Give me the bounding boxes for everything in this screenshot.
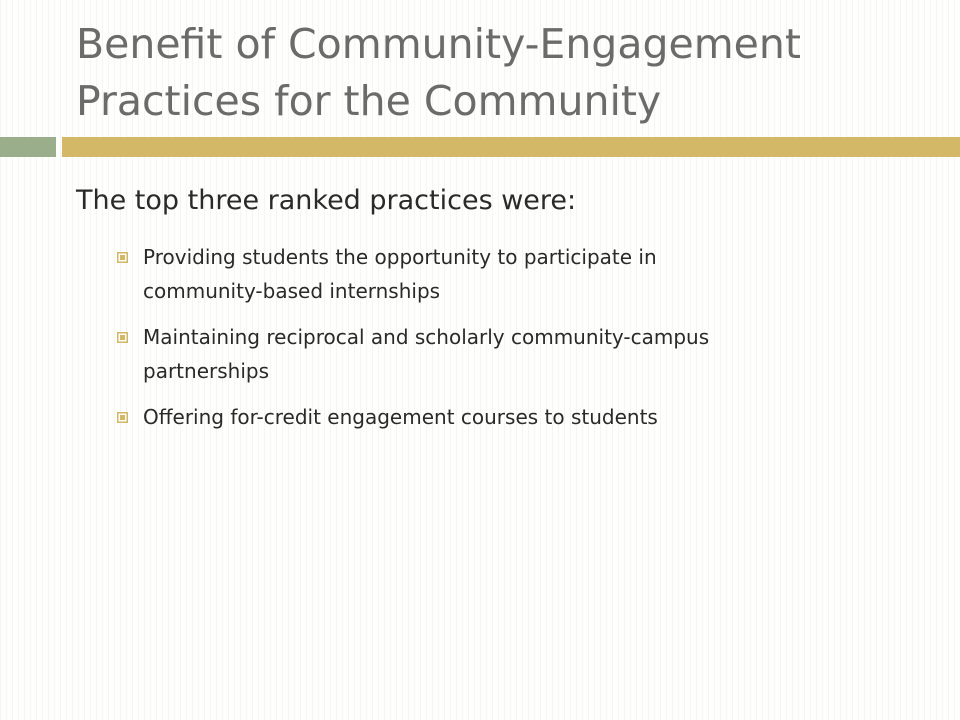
bullet-text-line: Providing students the opportunity to participate in (143, 245, 657, 269)
square-bullet-icon (117, 252, 128, 263)
bullet-text-line: Maintaining reciprocal and scholarly community-campus (143, 325, 710, 349)
bullet-text-line: partnerships (143, 359, 269, 383)
title-rule-right (62, 137, 960, 157)
bullet-item-1 (116, 240, 936, 308)
slide-title (76, 16, 936, 130)
intro-text: The top three ranked practices were: (76, 185, 577, 216)
square-bullet-icon (117, 412, 128, 423)
title-line-2: Practices for the Community (76, 77, 662, 125)
square-bullet-icon (117, 332, 128, 343)
bullet-list (116, 240, 936, 446)
bullet-text-line: community-based internships (143, 279, 441, 303)
bullet-item-2 (116, 320, 936, 388)
bullet-text-line: Offering for-credit engagement courses to students (143, 405, 658, 429)
title-line-1: Benefit of Community-Engagement (76, 20, 801, 68)
title-rule-left (0, 137, 56, 157)
bullet-item-3 (116, 400, 936, 434)
